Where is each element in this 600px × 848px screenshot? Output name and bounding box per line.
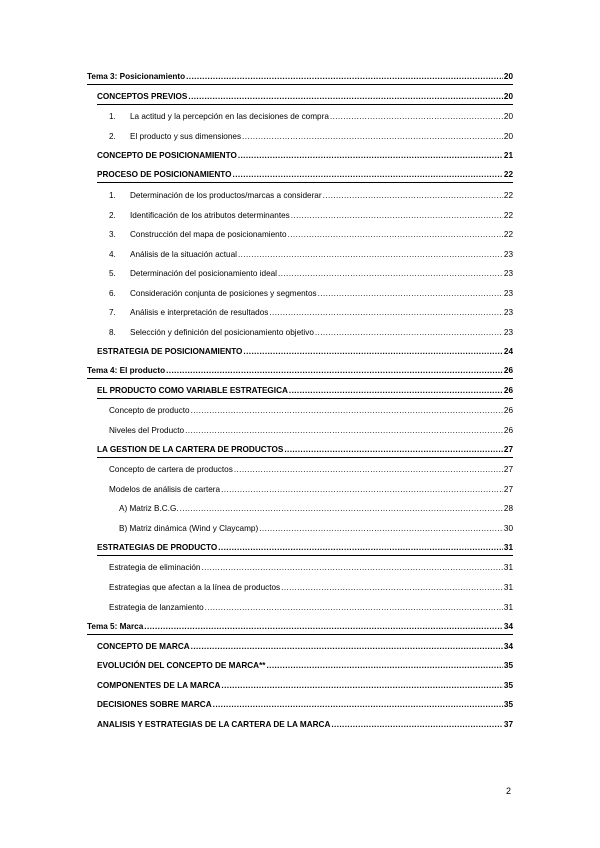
toc-entry-number: 1.: [109, 191, 116, 200]
toc-entry-matriz-dinamica[interactable]: [119, 522, 513, 536]
toc-entry-page: 20: [503, 132, 513, 141]
toc-entry-page: 23: [503, 269, 513, 278]
toc-entry-concepto-marca[interactable]: [97, 640, 513, 654]
page-number: 2: [505, 786, 511, 796]
toc-entry-title: Estrategia de lanzamiento: [109, 603, 204, 612]
toc-entry-niveles-producto[interactable]: [109, 424, 513, 438]
toc-entry-modelos-analisis[interactable]: [109, 483, 513, 497]
toc-entry-title: Tema 3: Posicionamiento: [87, 72, 186, 81]
toc-entry-evolucion-concepto-marca[interactable]: [97, 659, 513, 673]
toc-entry-page: 31: [503, 563, 513, 572]
toc-entry-estrategia-eliminacion[interactable]: [109, 561, 513, 575]
toc-entry-page: 27: [503, 465, 513, 474]
toc-entry-title: COMPONENTES DE LA MARCA: [97, 681, 221, 690]
toc-entry-title: CONCEPTO DE POSICIONAMIENTO: [97, 151, 237, 160]
toc-entry-estrategias-producto[interactable]: [97, 541, 513, 556]
toc-entry-title: EVOLUCIÓN DEL CONCEPTO DE MARCA**: [97, 661, 266, 670]
toc-entry-title: ESTRATEGIA DE POSICIONAMIENTO: [97, 347, 243, 356]
toc-entry-estrategias-linea[interactable]: [109, 581, 513, 595]
toc-entry-number: 1.: [109, 112, 116, 121]
toc-entry-page: 35: [503, 700, 513, 709]
toc-entry-page: 23: [503, 308, 513, 317]
toc-entry-title: DECISIONES SOBRE MARCA: [97, 700, 212, 709]
toc-entry-page: 23: [503, 250, 513, 259]
toc-entry-page: 28: [503, 504, 513, 513]
toc-entry-producto-dimensiones[interactable]: [109, 130, 513, 144]
toc-entry-title: Determinación de los productos/marcas a considerar: [130, 191, 322, 200]
toc-entry-title: Tema 5: Marca: [87, 622, 144, 631]
toc-entry-title: Modelos de análisis de cartera: [109, 485, 221, 494]
toc-entry-analisis-cartera-marca[interactable]: [97, 718, 513, 732]
toc-entry-producto-variable-estrategica[interactable]: [97, 384, 513, 399]
toc-entry-page: 22: [503, 211, 513, 220]
toc-entry-title: Concepto de producto: [109, 406, 190, 415]
toc-entry-gestion-cartera[interactable]: [97, 443, 513, 458]
toc-entry-page: 24: [503, 347, 513, 356]
toc-entry-analisis-situacion[interactable]: [109, 248, 513, 262]
toc-entry-tema-4[interactable]: [87, 364, 513, 379]
toc-entry-page: 26: [503, 426, 513, 435]
toc-entry-estrategia-lanzamiento[interactable]: [109, 601, 513, 615]
toc-entry-page: 34: [503, 642, 513, 651]
toc-entry-concepto-posicionamiento[interactable]: [97, 149, 513, 163]
toc-entry-page: 30: [503, 524, 513, 533]
toc-entry-number: 3.: [109, 230, 116, 239]
toc-entry-title: Construcción del mapa de posicionamiento: [130, 230, 287, 239]
toc-entry-page: 34: [503, 622, 513, 631]
toc-entry-posicionamiento-ideal[interactable]: [109, 267, 513, 281]
toc-entry-conceptos-previos[interactable]: [97, 90, 513, 105]
toc-entry-title: Selección y definición del posicionamiento objetivo: [130, 328, 314, 337]
toc-entry-number: 7.: [109, 308, 116, 317]
toc-entry-posicionamiento-objetivo[interactable]: [109, 326, 513, 340]
toc-entry-page: 20: [503, 92, 513, 101]
toc-entry-concepto-cartera[interactable]: [109, 463, 513, 477]
toc-entry-title: Análisis de la situación actual: [130, 250, 237, 259]
toc-entry-title: Estrategias que afectan a la línea de productos: [109, 583, 281, 592]
toc-entry-decisiones-marca[interactable]: [97, 698, 513, 712]
toc-entry-title: ESTRATEGIAS DE PRODUCTO: [97, 543, 218, 552]
toc-entry-title: B) Matriz dinámica (Wind y Claycamp): [119, 524, 259, 533]
toc-entry-page: 27: [503, 485, 513, 494]
toc-entry-matriz-bcg[interactable]: [119, 502, 513, 516]
toc-entry-page: 21: [503, 151, 513, 160]
toc-entry-title: Análisis e interpretación de resultados: [130, 308, 269, 317]
toc-entry-page: 31: [503, 583, 513, 592]
toc-entry-page: 20: [503, 72, 513, 81]
toc-entry-title: Tema 4: El producto: [87, 366, 166, 375]
toc-entry-title: Concepto de cartera de productos: [109, 465, 233, 474]
toc-entry-title: Identificación de los atributos determinantes: [130, 211, 290, 220]
toc-entry-estrategia-posicionamiento[interactable]: [97, 345, 513, 359]
toc-entry-page: 20: [503, 112, 513, 121]
toc-entry-title: A) Matriz B.C.G.: [119, 504, 179, 513]
toc-entry-title: El producto y sus dimensiones: [130, 132, 242, 141]
toc-entry-page: 27: [503, 445, 513, 454]
toc-entry-actitud-percepcion[interactable]: [109, 110, 513, 124]
toc-entry-title: EL PRODUCTO COMO VARIABLE ESTRATEGICA: [97, 386, 288, 395]
toc-entry-number: 4.: [109, 250, 116, 259]
toc-entry-proceso-posicionamiento[interactable]: [97, 168, 513, 183]
toc-entry-page: 26: [503, 386, 513, 395]
toc-entry-concepto-producto[interactable]: [109, 404, 513, 418]
toc-entry-page: 22: [503, 230, 513, 239]
toc-entry-title: La actitud y la percepción en las decisiones de compra: [130, 112, 329, 121]
toc-entry-title: PROCESO DE POSICIONAMIENTO: [97, 170, 232, 179]
toc-entry-page: 35: [503, 661, 513, 670]
toc-entry-page: 23: [503, 289, 513, 298]
toc-entry-title: Determinación del posicionamiento ideal: [130, 269, 278, 278]
toc-entry-title: ANALISIS Y ESTRATEGIAS DE LA CARTERA DE LA MARCA: [97, 720, 331, 729]
toc-entry-identificacion-atributos[interactable]: [109, 209, 513, 223]
toc-entry-number: 2.: [109, 211, 116, 220]
toc-entry-page: 22: [503, 191, 513, 200]
toc-entry-title: CONCEPTOS PREVIOS: [97, 92, 188, 101]
toc-entry-page: 35: [503, 681, 513, 690]
toc-entry-page: 26: [503, 366, 513, 375]
toc-entry-title: LA GESTION DE LA CARTERA DE PRODUCTOS: [97, 445, 284, 454]
toc-entry-page: 31: [503, 603, 513, 612]
toc-entry-tema-3[interactable]: [87, 70, 513, 85]
toc-entry-number: 5.: [109, 269, 116, 278]
toc-entry-construccion-mapa[interactable]: [109, 228, 513, 242]
toc-entry-page: 26: [503, 406, 513, 415]
toc-entry-componentes-marca[interactable]: [97, 679, 513, 693]
toc-entry-number: 2.: [109, 132, 116, 141]
toc-entry-title: Niveles del Producto: [109, 426, 185, 435]
toc-entry-title: Estrategia de eliminación: [109, 563, 201, 572]
toc-entry-page: 37: [503, 720, 513, 729]
toc-entry-page: 31: [503, 543, 513, 552]
toc-entry-determinacion-productos[interactable]: [109, 189, 513, 203]
toc-entry-title: Consideración conjunta de posiciones y segmentos: [130, 289, 317, 298]
toc-entry-page: 22: [503, 170, 513, 179]
toc-entry-number: 6.: [109, 289, 116, 298]
toc-entry-posiciones-segmentos[interactable]: [109, 287, 513, 301]
toc-entry-title: CONCEPTO DE MARCA: [97, 642, 190, 651]
toc-entry-interpretacion-resultados[interactable]: [109, 306, 513, 320]
toc-entry-page: 23: [503, 328, 513, 337]
toc-entry-number: 8.: [109, 328, 116, 337]
toc-entry-tema-5[interactable]: [87, 620, 513, 635]
